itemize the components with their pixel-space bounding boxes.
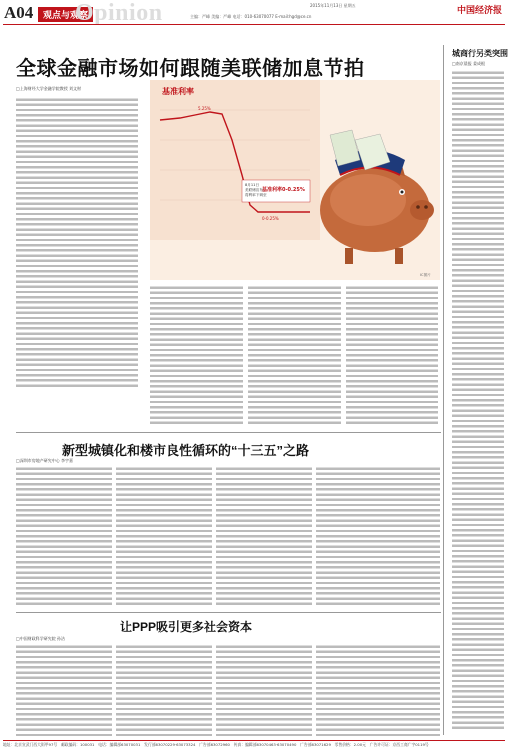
sidebar-title: 城商行另类突围 xyxy=(452,49,508,58)
article3-byline: □中国财政科学研究院 孙洁 xyxy=(16,636,66,641)
brand-logo: 中国经济报 xyxy=(456,5,502,15)
article1-body-col3 xyxy=(248,285,341,425)
chart-pct1: 5.25% xyxy=(198,106,211,111)
header-rule xyxy=(3,24,505,25)
page-footer: 地址：北京宣武门西大街甲97号 邮政编码：100031 电话：编辑部63070031 发行部63070229·63073324 广告部63072960 传真：编辑部63070463·63070490 广告部63071629 零售价格：2.00元 广告许可证：京西工商广字0119号 xyxy=(3,740,505,748)
article1-body-col2 xyxy=(150,285,243,425)
article1-byline: □上海财经大学金融学院教授 刘文财 xyxy=(16,86,82,91)
chart-title: 基准利率 xyxy=(162,87,194,96)
section-divider-1 xyxy=(16,432,441,433)
rate-chart xyxy=(150,80,440,280)
article3-body-col2 xyxy=(116,644,212,736)
article3-title: 让PPP吸引更多社会资本 xyxy=(120,620,253,634)
editors-info: 主编：严峰 美编：严峰 电话：010-63070077 E-mail:hgd@ce.cn xyxy=(190,14,312,19)
chart-annot3: 将利率下调至 xyxy=(245,193,267,197)
section-divider-2 xyxy=(16,612,441,613)
article3-body-col1 xyxy=(16,644,112,736)
article2-title: 新型城镇化和楼市良性循环的“十三五”之路 xyxy=(62,443,310,458)
sidebar-byline: □南京晨报 姜成根 xyxy=(452,61,486,66)
article2-byline: □深圳市房地产研究中心 李宇嘉 xyxy=(16,458,74,463)
section-label: 观点与观察 xyxy=(38,7,93,22)
sidebar-body xyxy=(452,70,504,730)
article2-body-col2 xyxy=(116,466,212,606)
section-label-en: Opinion xyxy=(75,0,163,26)
chart-annot4: 基准利率0-0.25% xyxy=(262,187,305,193)
article2-body-col3 xyxy=(216,466,312,606)
article1-body-col1 xyxy=(16,97,138,387)
article1-title: 全球金融市场如何跟随美联储加息节拍 xyxy=(16,58,365,80)
chart-pct2: 0-0.25% xyxy=(262,216,279,221)
chart-credit: IC图片 xyxy=(420,273,431,277)
article2-body-col4 xyxy=(316,466,440,606)
chart-annot1: 8月11日 xyxy=(245,183,260,187)
article3-body-col4 xyxy=(316,644,440,736)
date-line: 2015年11月13日 星期五 xyxy=(310,3,356,8)
column-divider xyxy=(443,45,444,735)
chart-annot2: 美联储宣布， xyxy=(245,188,267,192)
article1-body-col4 xyxy=(346,285,438,425)
article2-body-col1 xyxy=(16,466,112,606)
page-number: A04 xyxy=(4,3,34,22)
article3-body-col3 xyxy=(216,644,312,736)
